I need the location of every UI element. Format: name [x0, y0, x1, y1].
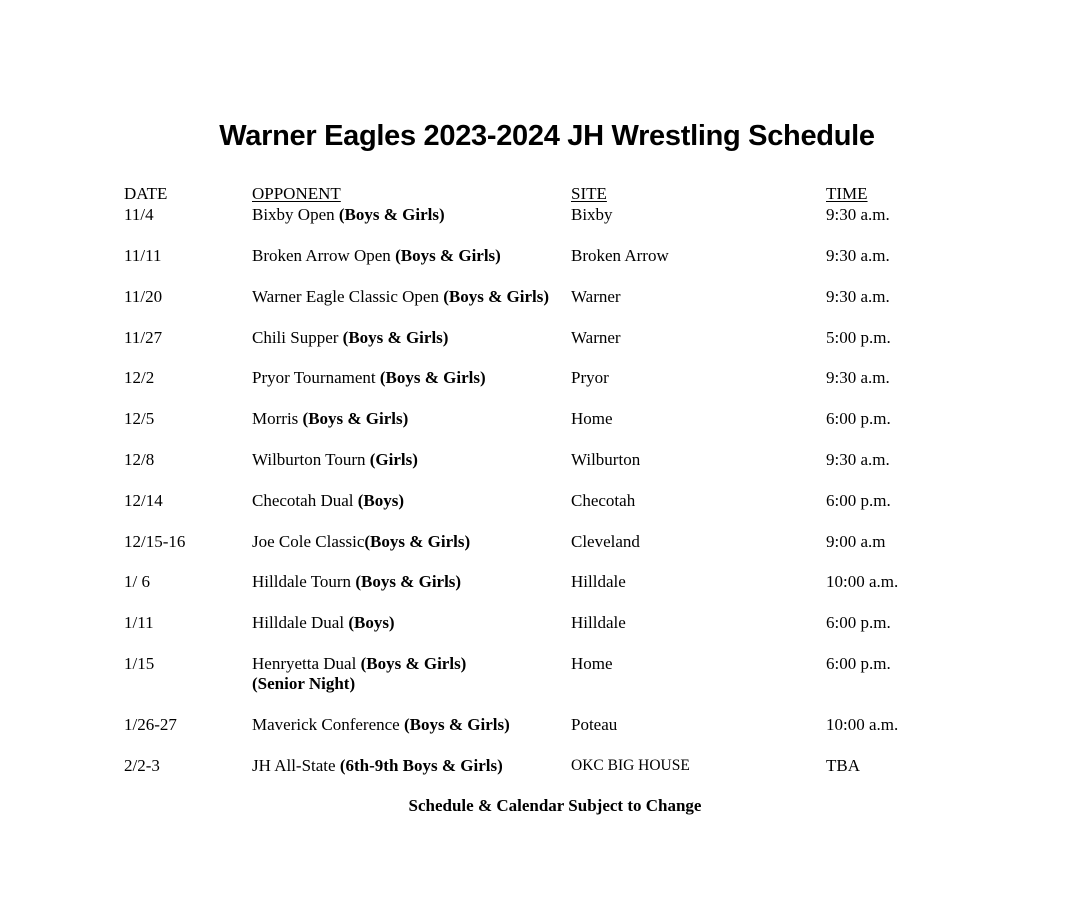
row-opponent: Chili Supper (Boys & Girls) [252, 328, 449, 347]
row-time: 9:30 a.m. [826, 450, 890, 469]
table-row [0, 450, 1080, 490]
table-row [0, 287, 1080, 327]
row-site: Poteau [571, 715, 618, 734]
row-site: Home [571, 409, 613, 428]
row-date: 1/15 [124, 654, 155, 673]
row-site: Bixby [571, 205, 613, 224]
row-date: 11/20 [124, 287, 163, 306]
table-row [0, 756, 1080, 796]
page-title: Warner Eagles 2023-2024 JH Wrestling Schedule [219, 120, 875, 152]
row-site: Hilldale [571, 613, 626, 632]
table-row [0, 572, 1080, 612]
row-time: 9:30 a.m. [826, 205, 890, 224]
row-opponent: Maverick Conference (Boys & Girls) [252, 715, 510, 734]
row-time: 6:00 p.m. [826, 409, 891, 428]
header-opponent: OPPONENT [252, 184, 341, 203]
row-site: Cleveland [571, 532, 640, 551]
row-date: 1/ 6 [124, 572, 150, 591]
table-row [0, 328, 1080, 368]
row-time: 6:00 p.m. [826, 613, 891, 632]
row-opponent: Hilldale Tourn (Boys & Girls) [252, 572, 462, 591]
row-date: 11/27 [124, 328, 163, 347]
table-row [0, 613, 1080, 653]
row-site: Checotah [571, 491, 636, 510]
row-opponent: Wilburton Tourn (Girls) [252, 450, 418, 469]
row-time: 6:00 p.m. [826, 654, 891, 673]
row-date: 12/8 [124, 450, 155, 469]
row-time: 9:00 a.m [826, 532, 886, 551]
table-row [0, 654, 1080, 694]
row-opponent: Warner Eagle Classic Open (Boys & Girls) [252, 287, 550, 306]
row-time: 9:30 a.m. [826, 246, 890, 265]
row-time: 9:30 a.m. [826, 287, 890, 306]
row-time: 6:00 p.m. [826, 491, 891, 510]
table-row [0, 409, 1080, 449]
row-date: 1/26-27 [124, 715, 177, 734]
row-date: 12/5 [124, 409, 155, 428]
header-site: SITE [571, 184, 607, 203]
row-opponent: Bixby Open (Boys & Girls) [252, 205, 445, 224]
row-date: 11/4 [124, 205, 154, 224]
footer-note: Schedule & Calendar Subject to Change [408, 796, 702, 815]
table-row [0, 491, 1080, 531]
row-opponent: Henryetta Dual (Boys & Girls) (Senior Night) [252, 654, 467, 693]
row-opponent: JH All-State (6th-9th Boys & Girls) [252, 756, 503, 775]
row-opponent-note: (Senior Night) [252, 674, 356, 693]
row-date: 11/11 [124, 246, 162, 265]
row-opponent: Hilldale Dual (Boys) [252, 613, 395, 632]
row-opponent: Morris (Boys & Girls) [252, 409, 409, 428]
row-site: OKC BIG HOUSE [571, 757, 690, 774]
row-opponent: Pryor Tournament (Boys & Girls) [252, 368, 486, 387]
table-row [0, 246, 1080, 286]
row-date: 12/2 [124, 368, 155, 387]
row-time: 10:00 a.m. [826, 715, 899, 734]
row-date: 12/14 [124, 491, 163, 510]
row-site: Warner [571, 287, 621, 306]
row-site: Pryor [571, 368, 609, 387]
row-site: Warner [571, 328, 621, 347]
row-opponent: Broken Arrow Open (Boys & Girls) [252, 246, 501, 265]
row-time: TBA [826, 756, 860, 775]
header-date: DATE [124, 184, 168, 203]
table-row [0, 205, 1080, 245]
row-site: Hilldale [571, 572, 626, 591]
row-site: Home [571, 654, 613, 673]
table-row [0, 368, 1080, 408]
row-time: 10:00 a.m. [826, 572, 899, 591]
table-row [0, 715, 1080, 755]
row-date: 1/11 [124, 613, 154, 632]
table-row [0, 532, 1080, 572]
row-date: 12/15-16 [124, 532, 186, 551]
row-date: 2/2-3 [124, 756, 160, 775]
row-opponent: Joe Cole Classic(Boys & Girls) [252, 532, 471, 551]
header-time: TIME [826, 184, 868, 203]
row-opponent: Checotah Dual (Boys) [252, 491, 405, 510]
row-time: 5:00 p.m. [826, 328, 891, 347]
row-time: 9:30 a.m. [826, 368, 890, 387]
row-site: Broken Arrow [571, 246, 669, 265]
row-site: Wilburton [571, 450, 641, 469]
